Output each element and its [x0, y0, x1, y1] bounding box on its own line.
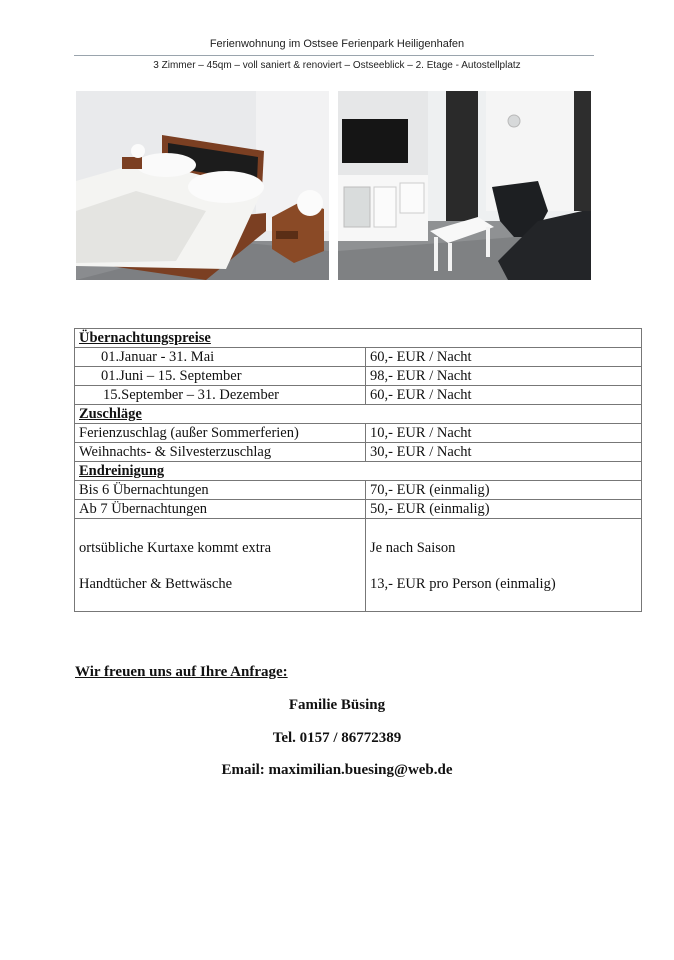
table-row — [75, 367, 642, 386]
section-heading-cleaning: Endreinigung — [75, 462, 642, 481]
period-cell: 15.September – 31. Dezember — [75, 386, 366, 405]
price-cell: 70,- EUR (einmalig) — [366, 481, 642, 500]
section-header-row — [75, 462, 642, 481]
cleaning-label-cell: Ab 7 Übernachtungen — [75, 500, 366, 519]
document-subtitle: 3 Zimmer – 45qm – voll saniert & renoviert – Ostseeblick – 2. Etage - Autostellplatz — [153, 60, 521, 71]
price-cell: 60,- EUR / Nacht — [366, 386, 642, 405]
section-header-row — [75, 405, 642, 424]
tourist-tax-label: ortsübliche Kurtaxe kommt extra — [79, 540, 272, 556]
period-cell: 01.Januar - 31. Mai — [75, 348, 366, 367]
extras-row — [75, 519, 642, 612]
linen-value: 13,- EUR pro Person (einmalig) — [370, 576, 556, 592]
table-row — [75, 424, 642, 443]
section-heading-surcharges: Zuschläge — [75, 405, 642, 424]
contact-phone: Tel. 0157 / 86772389 — [272, 730, 402, 746]
extras-label-cell — [75, 519, 366, 612]
header-divider — [74, 55, 594, 56]
contact-email: Email: maximilian.buesing@web.de — [221, 762, 453, 778]
table-row — [75, 443, 642, 462]
price-cell: 30,- EUR / Nacht — [366, 443, 642, 462]
price-cell: 10,- EUR / Nacht — [366, 424, 642, 443]
period-cell: 01.Juni – 15. September — [75, 367, 366, 386]
table-row — [75, 348, 642, 367]
price-cell: 60,- EUR / Nacht — [366, 348, 642, 367]
price-cell: 50,- EUR (einmalig) — [366, 500, 642, 519]
contact-family-name: Familie Büsing — [288, 697, 386, 713]
section-heading-overnight: Übernachtungspreise — [75, 329, 642, 348]
bedroom-photo — [76, 91, 329, 280]
contact-heading: Wir freuen uns auf Ihre Anfrage: — [75, 664, 288, 680]
price-table — [74, 328, 642, 612]
table-row — [75, 481, 642, 500]
surcharge-label-cell: Ferienzuschlag (außer Sommerferien) — [75, 424, 366, 443]
living-room-photo — [338, 91, 591, 280]
table-row — [75, 500, 642, 519]
cleaning-label-cell: Bis 6 Übernachtungen — [75, 481, 366, 500]
section-header-row — [75, 329, 642, 348]
extras-value-cell — [366, 519, 642, 612]
surcharge-label-cell: Weihnachts- & Silvesterzuschlag — [75, 443, 366, 462]
price-cell: 98,- EUR / Nacht — [366, 367, 642, 386]
table-row — [75, 386, 642, 405]
document-title: Ferienwohnung im Ostsee Ferienpark Heiligenhafen — [209, 38, 465, 50]
tourist-tax-value: Je nach Saison — [370, 540, 456, 556]
linen-label: Handtücher & Bettwäsche — [79, 576, 233, 592]
